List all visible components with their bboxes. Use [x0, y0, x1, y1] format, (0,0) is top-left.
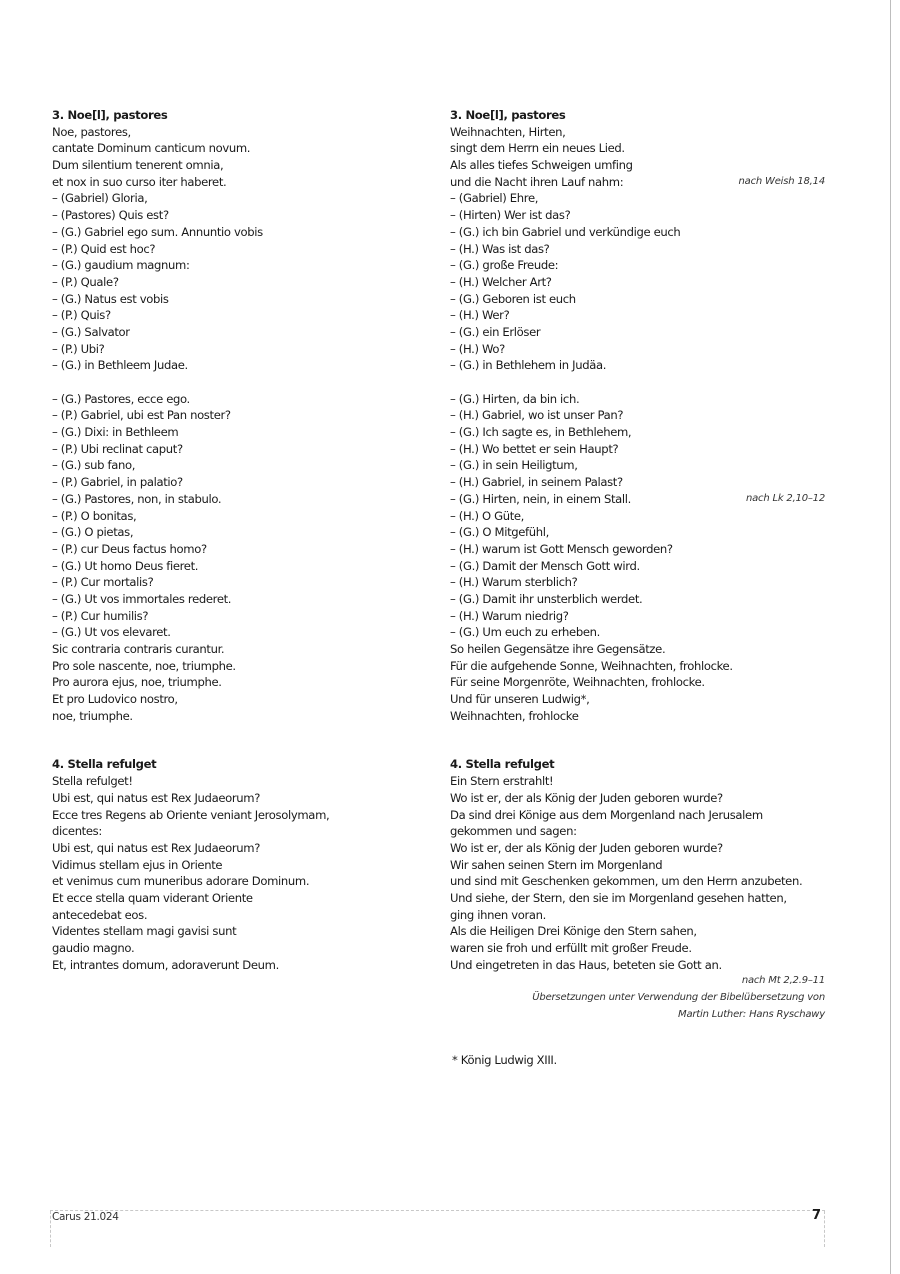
text-line: Ecce tres Regens ab Oriente veniant Jerosolymam,	[52, 807, 330, 822]
text-line: – (Gabriel) Ehre,	[450, 191, 539, 206]
text-line: – (G.) Damit ihr unsterblich werdet.	[450, 591, 643, 606]
text-line: Videntes stellam magi gavisi sunt	[52, 924, 237, 939]
text-line: Pro sole nascente, noe, triumphe.	[52, 658, 236, 673]
text-line: – (P.) Gabriel, in palatio?	[52, 475, 183, 490]
text-line: – (Hirten) Wer ist das?	[450, 208, 571, 223]
text-line: et nox in suo curso iter haberet.	[52, 174, 227, 189]
text-line: – (G.) Hirten, da bin ich.	[450, 391, 580, 406]
text-line: dicentes:	[52, 824, 102, 839]
text-line: – (G.) Ut vos elevaret.	[52, 625, 171, 640]
text-line: Ubi est, qui natus est Rex Judaeorum?	[52, 790, 261, 805]
text-line: Ein Stern erstrahlt!	[450, 774, 554, 789]
text-line: Wo ist er, der als König der Juden geboren wurde?	[450, 840, 723, 855]
text-line: – (P.) Gabriel, ubi est Pan noster?	[52, 408, 231, 423]
text-line: Et ecce stella quam viderant Oriente	[52, 890, 253, 905]
text-line: Und eingetreten in das Haus, beteten sie Gott an.	[450, 957, 722, 972]
scripture-reference: nach Weish 18,14	[738, 175, 825, 187]
text-line: – (G.) Pastores, ecce ego.	[52, 391, 190, 406]
text-line: – (P.) O bonitas,	[52, 508, 137, 523]
section-heading: 4. Stella refulget	[52, 757, 157, 772]
scripture-reference: nach Lk 2,10–12	[745, 492, 825, 504]
section-heading: 3. Noe[l], pastores	[450, 108, 566, 122]
text-line: – (G.) O Mitgefühl,	[450, 525, 549, 540]
text-line: Sic contraria contraris curantur.	[52, 642, 225, 656]
text-line: – (P.) Cur humilis?	[52, 608, 149, 623]
text-line: – (G.) Dixi: in Bethleem	[52, 425, 179, 440]
text-line: – (G.) in Bethleem Judae.	[52, 358, 188, 373]
text-line: – (G.) Ich sagte es, in Bethlehem,	[450, 425, 632, 440]
text-line: – (G.) Natus est vobis	[52, 291, 169, 306]
text-line: Pro aurora ejus, noe, triumphe.	[52, 675, 222, 690]
text-line: Noe, pastores,	[52, 124, 131, 139]
footer-frame	[50, 1210, 825, 1247]
text-line: – (H.) Gabriel, in seinem Palast?	[450, 475, 623, 490]
text-line: Et, intrantes domum, adoraverunt Deum.	[52, 957, 279, 972]
text-line: Wo ist er, der als König der Juden geboren wurde?	[450, 790, 723, 805]
german-section3-lines-c	[450, 391, 825, 491]
text-line: gaudio magno.	[52, 941, 135, 955]
latin-section4-lines	[52, 773, 397, 973]
text-line: antecedebat eos.	[52, 907, 148, 922]
text-line: – (Pastores) Quis est?	[52, 208, 169, 223]
text-line: noe, triumphe.	[52, 708, 133, 723]
text-line: Und für unseren Ludwig*,	[450, 692, 590, 707]
latin-column	[52, 107, 397, 973]
catalog-number: Carus 21.024	[52, 1211, 119, 1223]
text-line: So heilen Gegensätze ihre Gegensätze.	[450, 642, 666, 656]
text-line: – (G.) Um euch zu erheben.	[450, 625, 600, 640]
text-line: – (G.) Ut homo Deus fieret.	[52, 558, 199, 573]
text-line: – (P.) Quid est hoc?	[52, 241, 156, 256]
text-line: Weihnachten, frohlocke	[450, 708, 579, 723]
text-line: – (P.) Quis?	[52, 308, 111, 323]
german-section3-lines-a	[450, 124, 825, 174]
text-line: – (G.) Pastores, non, in stabulo.	[52, 491, 222, 506]
text-line: – (P.) Quale?	[52, 274, 119, 289]
text-line: – (H.) Wo?	[450, 341, 505, 356]
text-line: – (H.) Gabriel, wo ist unser Pan?	[450, 408, 624, 423]
text-line: – (G.) ich bin Gabriel und verkündige euch	[450, 224, 681, 239]
text-line: und die Nacht ihren Lauf nahm:	[450, 174, 624, 189]
text-line: – (G.) Hirten, nein, in einem Stall.	[450, 491, 632, 506]
section-heading: 3. Noe[l], pastores	[52, 108, 168, 122]
german-section3-lines-d	[450, 508, 825, 725]
text-line: – (P.) Cur mortalis?	[52, 575, 154, 590]
text-line-with-reference	[450, 491, 825, 508]
text-line: – (P.) Ubi?	[52, 341, 105, 356]
german-section3-lines-b	[450, 190, 825, 374]
text-line: Als alles tiefes Schweigen umfing	[450, 158, 633, 173]
text-line: ging ihnen voran.	[450, 907, 546, 922]
text-line: singt dem Herrn ein neues Lied.	[450, 141, 625, 156]
text-line: Weihnachten, Hirten,	[450, 124, 566, 139]
credits	[450, 973, 825, 1023]
page-number: 7	[812, 1208, 822, 1223]
text-line: – (P.) Ubi reclinat caput?	[52, 441, 183, 456]
text-line: – (G.) in Bethlehem in Judäa.	[450, 358, 607, 373]
text-line: – (G.) Salvator	[52, 324, 130, 339]
translation-credit: Martin Luther: Hans Ryschawy	[678, 1008, 825, 1020]
text-line: – (H.) warum ist Gott Mensch geworden?	[450, 541, 673, 556]
text-line: – (G.) ein Erlöser	[450, 324, 541, 339]
text-line: – (G.) Geboren ist euch	[450, 291, 576, 306]
text-line: Dum silentium tenerent omnia,	[52, 158, 224, 173]
text-line: Vidimus stellam ejus in Oriente	[52, 857, 223, 872]
text-line: Für die aufgehende Sonne, Weihnachten, frohlocke.	[450, 658, 733, 673]
german-column	[450, 107, 825, 1023]
text-line: Ubi est, qui natus est Rex Judaeorum?	[52, 840, 261, 855]
text-line: – (H.) O Güte,	[450, 508, 525, 523]
scripture-reference: nach Mt 2,2.9–11	[741, 975, 825, 987]
text-line: – (G.) Gabriel ego sum. Annuntio vobis	[52, 224, 263, 239]
text-line: – (G.) große Freude:	[450, 258, 559, 273]
text-line: – (H.) Welcher Art?	[450, 274, 552, 289]
text-line: waren sie froh und erfüllt mit großer Freude.	[450, 941, 692, 955]
text-line: – (H.) Warum sterblich?	[450, 575, 578, 590]
text-line: Und siehe, der Stern, den sie im Morgenland gesehen hatten,	[450, 890, 787, 905]
text-line: – (G.) Damit der Mensch Gott wird.	[450, 558, 640, 573]
text-line: – (G.) in sein Heiligtum,	[450, 458, 578, 473]
text-line: gekommen und sagen:	[450, 824, 577, 839]
text-line: Als die Heiligen Drei Könige den Stern sahen,	[450, 924, 697, 939]
text-line: Wir sahen seinen Stern im Morgenland	[450, 857, 663, 872]
text-line: – (Gabriel) Gloria,	[52, 191, 148, 206]
text-line: – (G.) gaudium magnum:	[52, 258, 190, 273]
text-line: – (H.) Was ist das?	[450, 241, 550, 256]
text-line: – (G.) sub fano,	[52, 458, 136, 473]
page-edge	[890, 0, 900, 1274]
section-heading: 4. Stella refulget	[450, 757, 555, 772]
text-line: – (H.) Warum niedrig?	[450, 608, 569, 623]
text-line: Stella refulget!	[52, 774, 133, 789]
german-section4-lines	[450, 773, 825, 973]
text-line: – (H.) Wer?	[450, 308, 510, 323]
text-line: und sind mit Geschenken gekommen, um den Herrn anzubeten.	[450, 874, 803, 889]
text-line: – (G.) Ut vos immortales rederet.	[52, 591, 232, 606]
text-line-with-reference	[450, 174, 825, 191]
latin-section3-lines	[52, 124, 397, 374]
text-line: – (G.) O pietas,	[52, 525, 134, 540]
translation-credit: Übersetzungen unter Verwendung der Bibelübersetzung von	[532, 992, 825, 1004]
footnote: * König Ludwig XIII.	[452, 1053, 557, 1067]
text-line: Et pro Ludovico nostro,	[52, 692, 178, 707]
text-line: Für seine Morgenröte, Weihnachten, frohlocke.	[450, 675, 705, 690]
text-line: – (P.) cur Deus factus homo?	[52, 541, 207, 556]
text-line: cantate Dominum canticum novum.	[52, 141, 251, 156]
text-line: et venimus cum muneribus adorare Dominum.	[52, 874, 310, 889]
text-line: – (H.) Wo bettet er sein Haupt?	[450, 441, 619, 456]
text-line: Da sind drei Könige aus dem Morgenland nach Jerusalem	[450, 807, 763, 822]
latin-section3-lines-2	[52, 391, 397, 725]
